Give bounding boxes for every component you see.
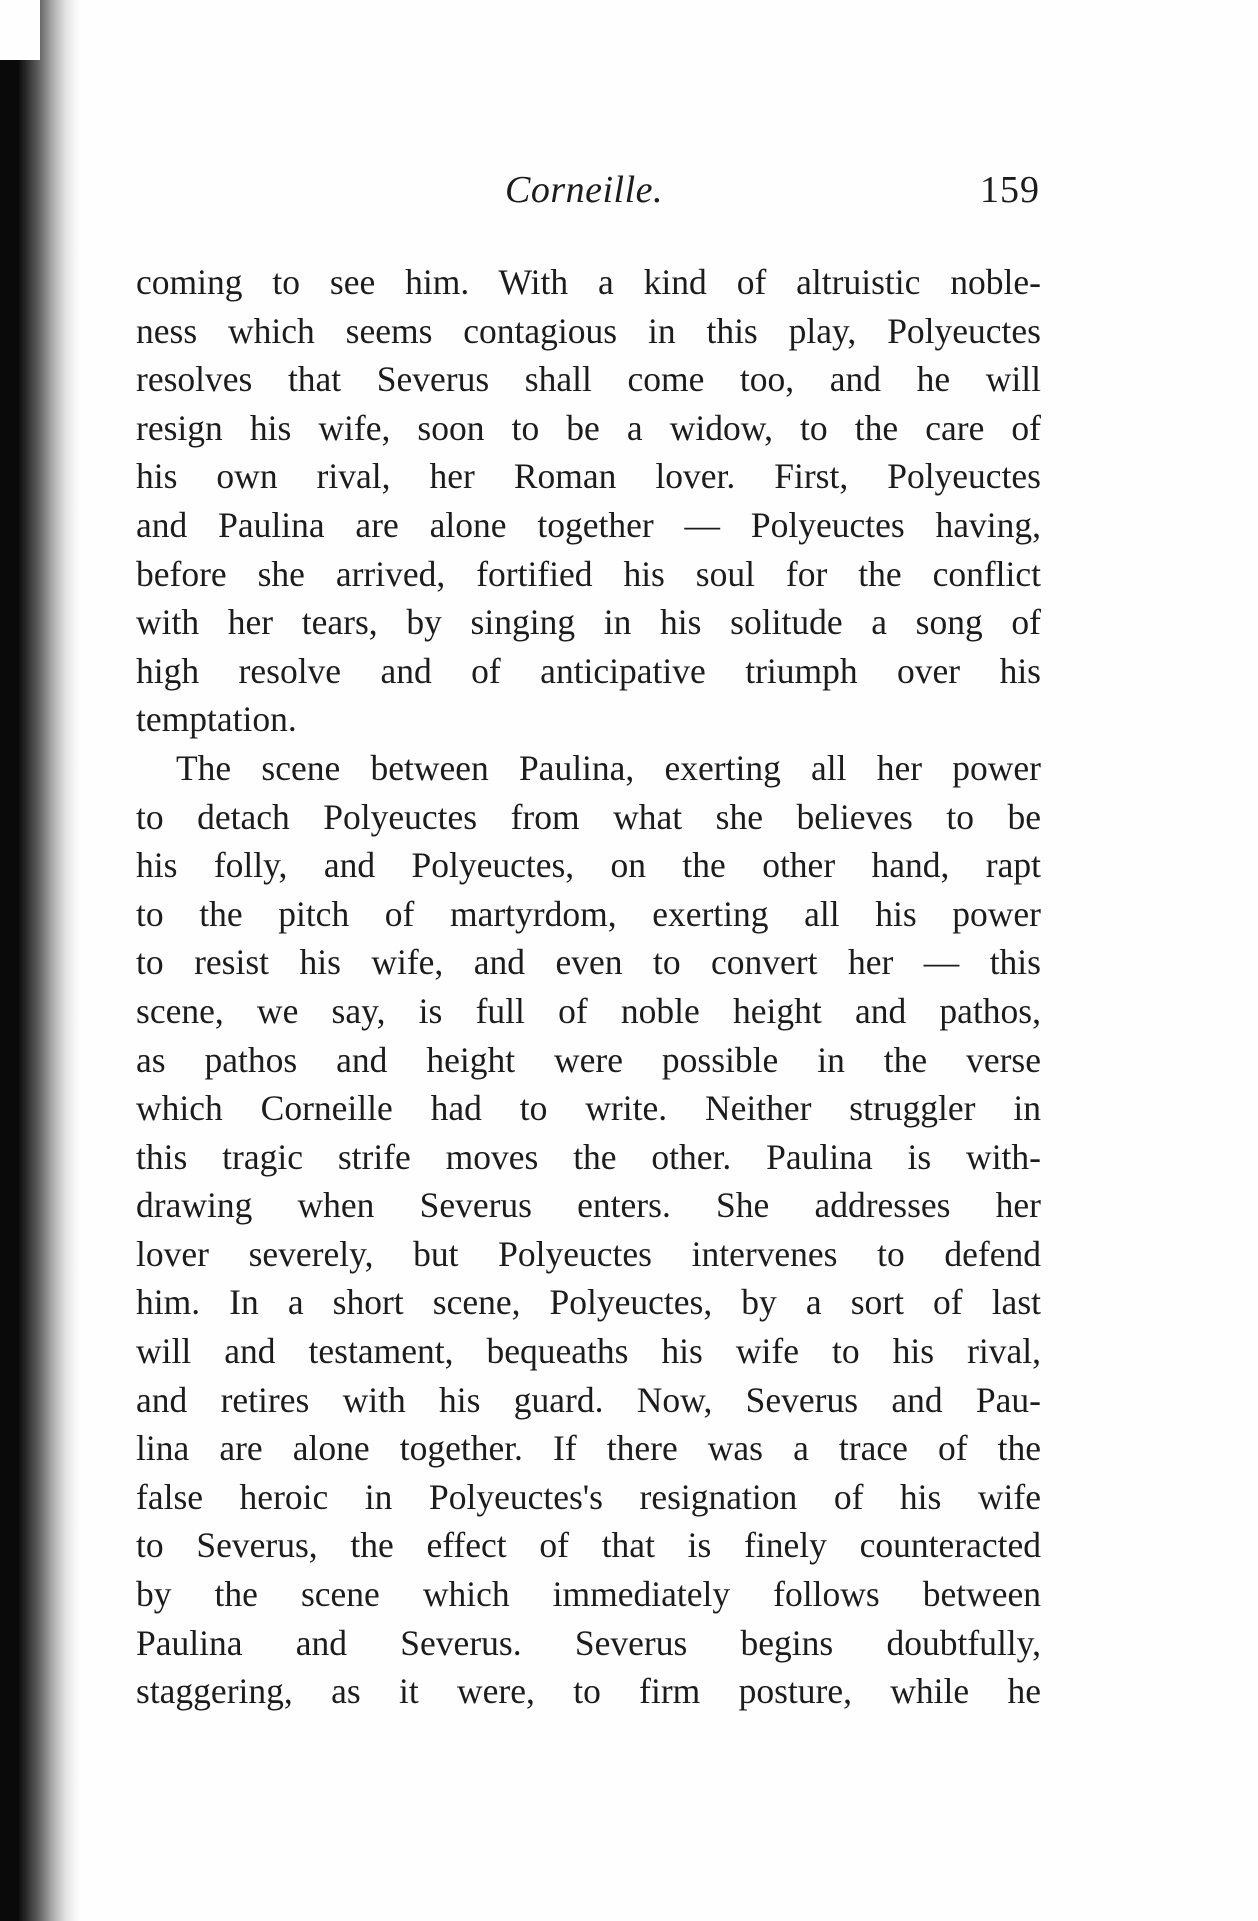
paragraph-2 — [136, 744, 1041, 1716]
text-line: his own rival, her Roman lover. First, Polyeuctes — [136, 456, 1041, 497]
body-text — [136, 258, 1041, 1716]
binding-shadow — [0, 0, 80, 1921]
text-line: to detach Polyeuctes from what she believes to be — [136, 796, 1041, 837]
text-line: this tragic strife moves the other. Paulina is with- — [136, 1136, 1041, 1177]
text-line: to Severus, the effect of that is finely counteracted — [136, 1525, 1041, 1566]
text-line: with her tears, by singing in his solitude a song of — [136, 602, 1041, 643]
text-line: ness which seems contagious in this play, Polyeuctes — [136, 310, 1041, 351]
running-head — [140, 168, 1040, 228]
text-line: high resolve and of anticipative triumph over his — [136, 650, 1041, 691]
paragraph-1 — [136, 258, 1041, 744]
text-line: resign his wife, soon to be a widow, to the care of — [136, 407, 1041, 448]
text-line: The scene between Paulina, exerting all her power — [176, 747, 1041, 788]
text-line: by the scene which immediately follows between — [136, 1574, 1041, 1615]
text-line: before she arrived, fortified his soul for the conflict — [136, 553, 1041, 594]
text-line: drawing when Severus enters. She addresses her — [136, 1185, 1041, 1226]
page-number: 159 — [980, 169, 1040, 211]
running-title: Corneille. — [505, 169, 664, 211]
text-line: and Paulina are alone together — Polyeuctes having, — [136, 504, 1041, 545]
text-line: staggering, as it were, to firm posture, while he — [136, 1671, 1041, 1712]
text-line: lina are alone together. If there was a trace of the — [136, 1428, 1041, 1469]
text-line: to the pitch of martyrdom, exerting all his power — [136, 893, 1041, 934]
text-line: Paulina and Severus. Severus begins doubtfully, — [136, 1622, 1041, 1663]
text-line: false heroic in Polyeuctes's resignation of his wife — [136, 1476, 1041, 1517]
text-line: temptation. — [136, 699, 297, 740]
text-line: and retires with his guard. Now, Severus and Pau- — [136, 1379, 1041, 1420]
binding-shadow-top — [0, 0, 40, 60]
text-line: as pathos and height were possible in the verse — [136, 1039, 1041, 1080]
text-line: to resist his wife, and even to convert her — this — [136, 942, 1041, 983]
text-line: which Corneille had to write. Neither struggler in — [136, 1088, 1041, 1129]
text-line: will and testament, bequeaths his wife to his rival, — [136, 1331, 1041, 1372]
text-line: resolves that Severus shall come too, and he will — [136, 359, 1041, 400]
text-line: lover severely, but Polyeuctes intervenes to defend — [136, 1233, 1041, 1274]
text-line: him. In a short scene, Polyeuctes, by a sort of last — [136, 1282, 1041, 1323]
text-line: scene, we say, is full of noble height and pathos, — [136, 990, 1041, 1031]
text-line: coming to see him. With a kind of altruistic noble- — [136, 262, 1041, 302]
text-line: his folly, and Polyeuctes, on the other hand, rapt — [136, 845, 1041, 886]
